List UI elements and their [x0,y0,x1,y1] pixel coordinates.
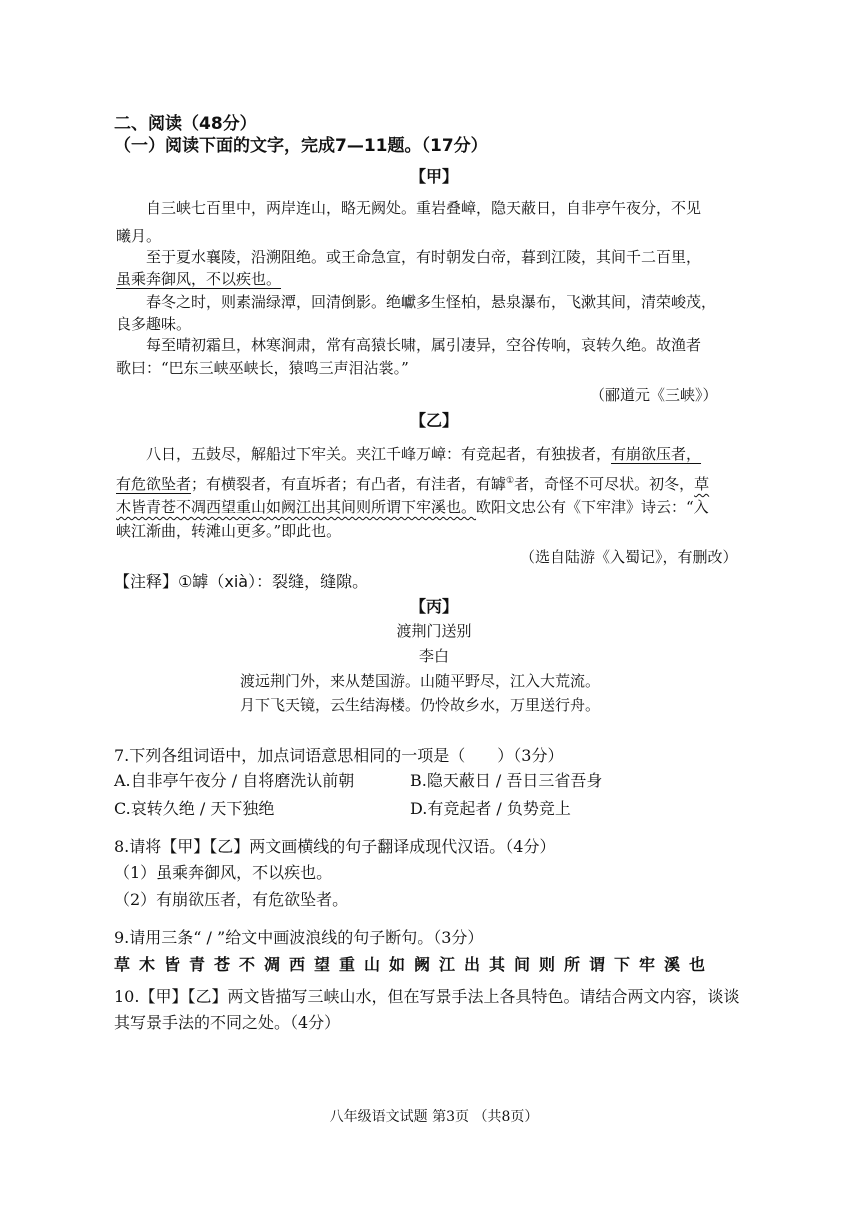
yi-line-2 [116,470,709,495]
yi-line-3-tail: 欧阳文忠公有《下牢津》诗云：“入 [476,498,709,516]
yi-note: 【注释】①罅（xià）：裂缝，缝隙。 [114,572,369,591]
question-8: 8.请将【甲】【乙】两文画横线的句子翻译成现代汉语。（4分） [114,837,556,856]
question-7: 7.下列各组词语中，加点词语意思相同的一项是（ ）（3分） [114,746,564,765]
yi-wavy-part-2: 木皆青苍不凋西望重山如阙江出其间则所谓下牢溪也。 [116,498,477,516]
question-10: 10.【甲】【乙】两文皆描写三峡山水，但在写景手法上各具特色。请结合两文内容，谈谈 [114,987,740,1006]
section-title: 二、阅读（48分） [114,114,257,134]
jia-line-2: 至于夏水襄陵，沿溯阻绝。或王命急宣，有时朝发白帝，暮到江陵，其间千二百里， [146,248,702,266]
passage-yi-tag: 【乙】 [409,411,458,430]
yi-line-4: 峡江渐曲，转滩山更多。”即此也。 [116,522,342,540]
page-footer: 八年级语文试题 第3页 （共8页） [329,1109,539,1125]
yi-line-1 [146,443,701,465]
question-10-continued: 其写景手法的不同之处。（4分） [114,1013,341,1032]
jia-line-3b: 良多趣味。 [116,315,192,333]
yi-line-1-text: 八日，五鼓尽，解船过下牢关。夹江千峰万嶂：有竞起者，有独拔者， [146,445,612,463]
jia-line-4-text: 每至晴初霜旦，林寒涧肃，常有高猿长啸，属引凄异，空谷传响，哀转久绝。故渔者 [146,336,702,354]
jia-line-1b: 曦月。 [116,227,162,245]
yi-line-2-text: ；有横裂者，有直坼者；有凸者，有洼者，有罅 [191,475,507,493]
passage-jia-tag: 【甲】 [409,167,458,186]
question-8-item-2: （2）有崩欲压者，有危欲坠者。 [114,890,349,909]
question-7-option-c: C.哀转久绝 / 天下独绝 [114,799,275,818]
jia-line-4 [146,334,701,356]
yi-source: （选自陆游《入蜀记》，有删改） [520,548,738,566]
question-9: 9.请用三条“ / ”给文中画波浪线的句子断句。（3分） [114,928,484,947]
jia-line-4b: 歌曰：“巴东三峡巫峡长，猿鸣三声泪沾裳。” [116,359,409,377]
yi-underlined-part-2: 有危欲坠者 [116,475,192,493]
jia-underlined-sentence: 虽乘奔御风，不以疾也。 [116,270,282,288]
yi-line-3 [116,496,709,518]
yi-wavy-part-1: 草 [694,475,710,493]
question-7-option-b: B.隐天蔽日 / 吾日三省吾身 [410,771,603,790]
question-7-option-d: D.有竞起者 / 负势竞上 [410,799,571,818]
poem-author: 李白 [418,647,449,665]
poem-line-2: 月下飞天镜，云生结海楼。仍怜故乡水，万里送行舟。 [240,696,601,714]
footnote-marker: ① [506,476,515,486]
question-9-characters: 草木皆青苍不凋西望重山如阙江出其间则所谓下牢溪也 [114,955,715,974]
section-subtitle: （一）阅读下面的文字，完成7—11题。（17分） [114,136,488,156]
question-8-item-1: （1）虽乘奔御风，不以疾也。 [114,863,333,882]
question-7-option-a: A.自非亭午夜分 / 自将磨洗认前朝 [114,771,355,790]
jia-line-3: 春冬之时，则素湍绿潭，回清倒影。绝巘多生怪柏，悬泉瀑布，飞漱其间，清荣峻茂， [146,293,717,311]
yi-underlined-part-1: 有崩欲压者， [611,445,702,463]
yi-line-2-tail: 者，奇怪不可尽状。初冬， [514,475,695,493]
jia-line-1: 自三峡七百里中，两岸连山，略无阙处。重岩叠嶂，隐天蔽日，自非亭午夜分，不见 [146,199,702,217]
poem-title: 渡荆门送别 [396,622,472,640]
passage-bing-tag: 【丙】 [409,597,458,616]
jia-source: （郦道元《三峡》） [590,386,718,404]
poem-line-1: 渡远荆门外，来从楚国游。山随平野尽，江入大荒流。 [240,672,601,690]
